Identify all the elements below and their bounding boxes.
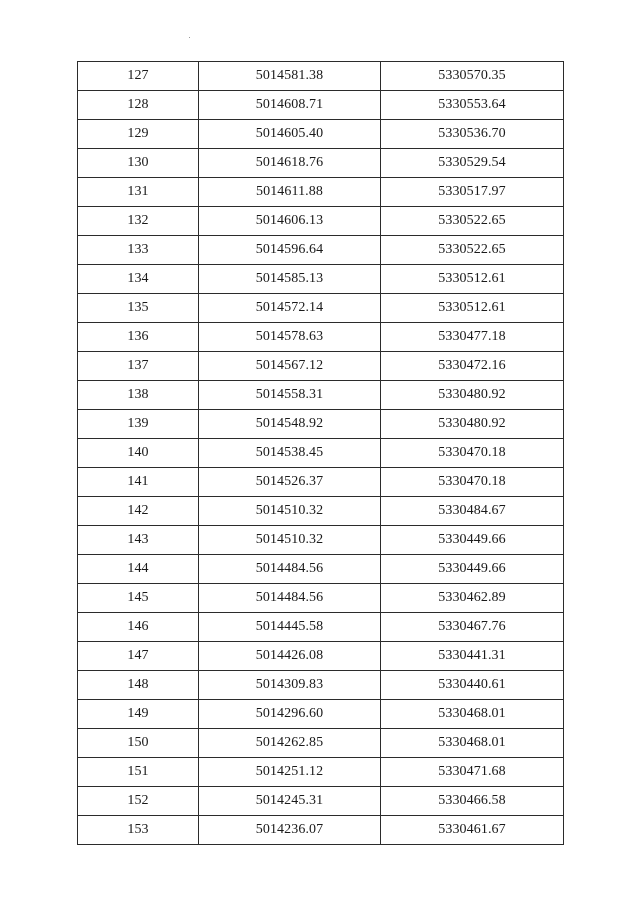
y-coordinate-cell: 5330461.67 [381,816,564,845]
y-coordinate-cell: 5330440.61 [381,671,564,700]
table-row [78,613,564,642]
x-coordinate-cell: 5014548.92 [199,410,381,439]
x-coordinate-cell: 5014596.64 [199,236,381,265]
y-coordinate-cell: 5330480.92 [381,410,564,439]
point-number-cell: 153 [78,816,199,845]
table-row [78,381,564,410]
x-coordinate-cell: 5014484.56 [199,555,381,584]
x-coordinate-cell: 5014618.76 [199,149,381,178]
y-coordinate-cell: 5330449.66 [381,555,564,584]
x-coordinate-cell: 5014606.13 [199,207,381,236]
x-coordinate-cell: 5014262.85 [199,729,381,758]
point-number-cell: 147 [78,642,199,671]
table-row [78,671,564,700]
point-number-cell: 131 [78,178,199,207]
table-row [78,787,564,816]
x-coordinate-cell: 5014538.45 [199,439,381,468]
table-row [78,352,564,381]
y-coordinate-cell: 5330522.65 [381,236,564,265]
point-number-cell: 146 [78,613,199,642]
y-coordinate-cell: 5330470.18 [381,468,564,497]
point-number-cell: 149 [78,700,199,729]
coordinate-table [77,61,564,845]
scan-speck [189,37,190,38]
point-number-cell: 137 [78,352,199,381]
y-coordinate-cell: 5330570.35 [381,62,564,91]
x-coordinate-cell: 5014251.12 [199,758,381,787]
x-coordinate-cell: 5014245.31 [199,787,381,816]
point-number-cell: 129 [78,120,199,149]
point-number-cell: 133 [78,236,199,265]
point-number-cell: 140 [78,439,199,468]
table-row [78,816,564,845]
table-row [78,439,564,468]
table-row [78,149,564,178]
table-row [78,526,564,555]
y-coordinate-cell: 5330468.01 [381,700,564,729]
point-number-cell: 138 [78,381,199,410]
x-coordinate-cell: 5014510.32 [199,497,381,526]
y-coordinate-cell: 5330466.58 [381,787,564,816]
x-coordinate-cell: 5014611.88 [199,178,381,207]
x-coordinate-cell: 5014526.37 [199,468,381,497]
table-row [78,91,564,120]
x-coordinate-cell: 5014605.40 [199,120,381,149]
point-number-cell: 150 [78,729,199,758]
point-number-cell: 127 [78,62,199,91]
y-coordinate-cell: 5330477.18 [381,323,564,352]
table-row [78,207,564,236]
point-number-cell: 148 [78,671,199,700]
y-coordinate-cell: 5330467.76 [381,613,564,642]
y-coordinate-cell: 5330441.31 [381,642,564,671]
table-row [78,120,564,149]
x-coordinate-cell: 5014581.38 [199,62,381,91]
table-row [78,584,564,613]
y-coordinate-cell: 5330512.61 [381,294,564,323]
point-number-cell: 134 [78,265,199,294]
x-coordinate-cell: 5014309.83 [199,671,381,700]
y-coordinate-cell: 5330517.97 [381,178,564,207]
table-row [78,555,564,584]
x-coordinate-cell: 5014236.07 [199,816,381,845]
point-number-cell: 128 [78,91,199,120]
table-row [78,178,564,207]
table-row [78,700,564,729]
table-row [78,62,564,91]
x-coordinate-cell: 5014578.63 [199,323,381,352]
point-number-cell: 143 [78,526,199,555]
x-coordinate-cell: 5014558.31 [199,381,381,410]
x-coordinate-cell: 5014445.58 [199,613,381,642]
table-row [78,758,564,787]
x-coordinate-cell: 5014572.14 [199,294,381,323]
table-row [78,236,564,265]
y-coordinate-cell: 5330468.01 [381,729,564,758]
x-coordinate-cell: 5014484.56 [199,584,381,613]
x-coordinate-cell: 5014608.71 [199,91,381,120]
y-coordinate-cell: 5330553.64 [381,91,564,120]
table-row [78,410,564,439]
point-number-cell: 142 [78,497,199,526]
point-number-cell: 130 [78,149,199,178]
y-coordinate-cell: 5330484.67 [381,497,564,526]
y-coordinate-cell: 5330529.54 [381,149,564,178]
point-number-cell: 136 [78,323,199,352]
table-row [78,468,564,497]
point-number-cell: 151 [78,758,199,787]
x-coordinate-cell: 5014510.32 [199,526,381,555]
table-row [78,294,564,323]
point-number-cell: 139 [78,410,199,439]
point-number-cell: 141 [78,468,199,497]
point-number-cell: 145 [78,584,199,613]
y-coordinate-cell: 5330512.61 [381,265,564,294]
table-row [78,497,564,526]
x-coordinate-cell: 5014567.12 [199,352,381,381]
y-coordinate-cell: 5330536.70 [381,120,564,149]
y-coordinate-cell: 5330462.89 [381,584,564,613]
x-coordinate-cell: 5014585.13 [199,265,381,294]
point-number-cell: 144 [78,555,199,584]
x-coordinate-cell: 5014426.08 [199,642,381,671]
table-row [78,642,564,671]
y-coordinate-cell: 5330471.68 [381,758,564,787]
y-coordinate-cell: 5330522.65 [381,207,564,236]
point-number-cell: 132 [78,207,199,236]
point-number-cell: 152 [78,787,199,816]
table-row [78,729,564,758]
y-coordinate-cell: 5330480.92 [381,381,564,410]
table-row [78,323,564,352]
x-coordinate-cell: 5014296.60 [199,700,381,729]
y-coordinate-cell: 5330472.16 [381,352,564,381]
y-coordinate-cell: 5330449.66 [381,526,564,555]
point-number-cell: 135 [78,294,199,323]
table-row [78,265,564,294]
coordinate-table-body [78,62,564,845]
y-coordinate-cell: 5330470.18 [381,439,564,468]
